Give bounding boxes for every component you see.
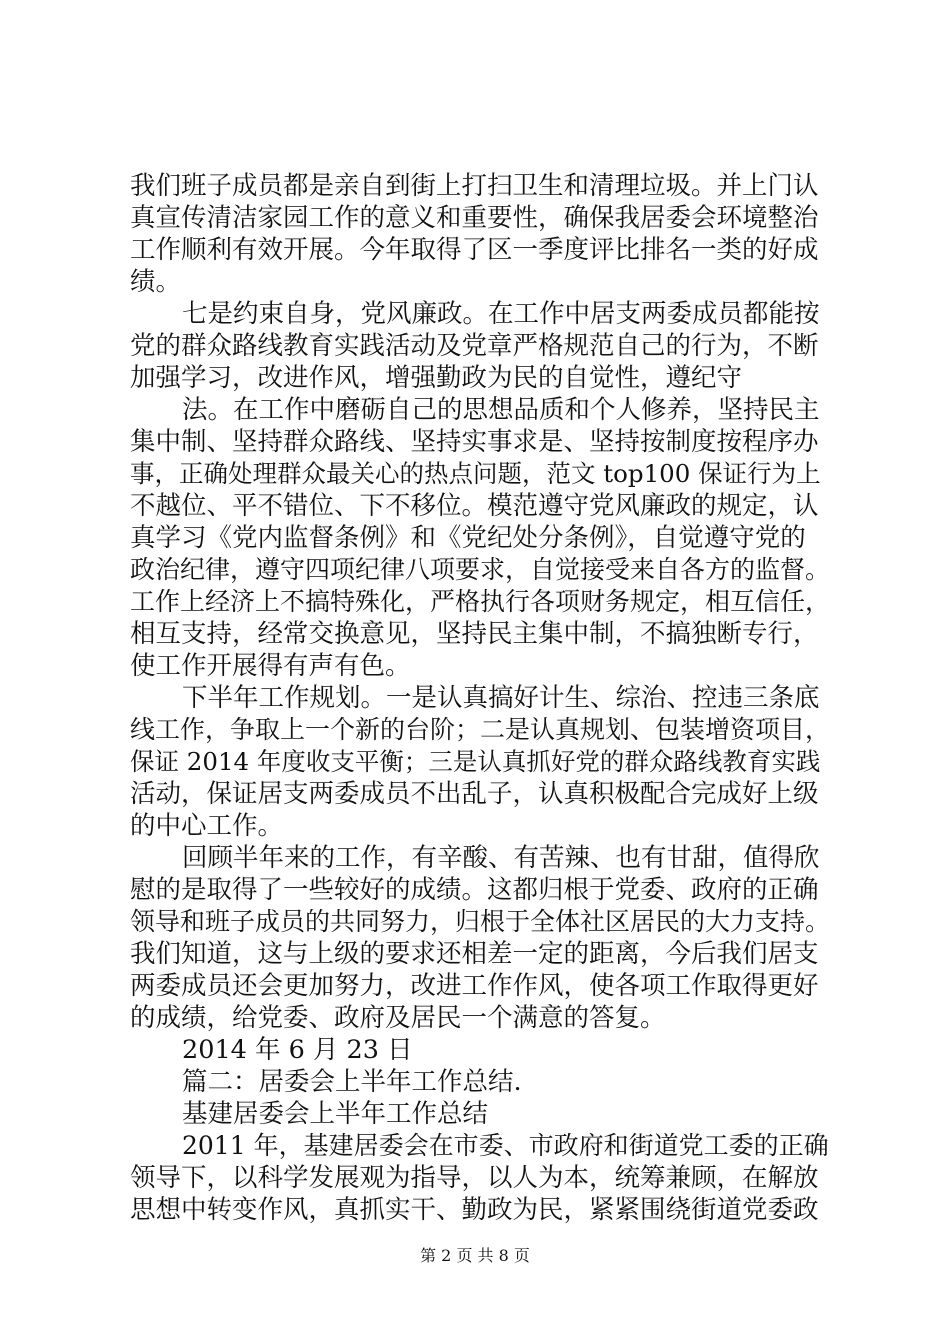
text-line: 2011 年，基建居委会在市委、市政府和街道党工委的正确 — [182, 1131, 829, 1160]
text-line: 事，正确处理群众最关心的热点问题，范文 top100 保证行为上 — [130, 459, 821, 488]
text-line: 领导和班子成员的共同努力，归根于全体社区居民的大力支持。 — [130, 907, 831, 936]
text-line: 相互支持，经常交换意见，坚持民主集中制，不搞独断专行， — [130, 619, 819, 649]
text-line: 七是约束自身，党风廉政。在工作中居支两委成员都能按 — [182, 299, 820, 329]
text-line: 基建居委会上半年工作总结 — [182, 1099, 489, 1129]
text-line: 我们班子成员都是亲自到街上打扫卫生和清理垃圾。并上门认 — [130, 171, 819, 201]
text-line: 篇二：居委会上半年工作总结. — [182, 1067, 522, 1097]
text-line: 下半年工作规划。一是认真搞好计生、综治、控违三条底 — [182, 683, 820, 713]
text-line: 工作上经济上不搞特殊化，严格执行各项财务规定，相互信任， — [130, 587, 831, 616]
text-line: 真宣传清洁家园工作的意义和重要性，确保我居委会环境整治 — [130, 203, 819, 233]
text-line: 线工作，争取上一个新的台阶；二是认真规划、包装增资项目， — [130, 715, 831, 744]
text-line: 真学习《党内监督条例》和《党纪处分条例》，自觉遵守党的 — [130, 523, 806, 553]
text-line: 我们知道，这与上级的要求还相差一定的距离，今后我们居支 — [130, 939, 819, 969]
text-line: 政治纪律，遵守四项纪律八项要求，自觉接受来自各方的监督。 — [130, 555, 831, 584]
text-line: 慰的是取得了一些较好的成绩。这都归根于党委、政府的正确 — [130, 875, 819, 905]
text-line: 加强学习，改进作风，增强勤政为民的自觉性，遵纪守 — [130, 363, 743, 393]
text-line: 2014 年 6 月 23 日 — [182, 1035, 413, 1065]
text-line: 法。在工作中磨砺自己的思想品质和个人修养，坚持民主 — [182, 395, 820, 425]
text-line: 集中制、坚持群众路线、坚持实事求是、坚持按制度按程序办 — [130, 427, 819, 457]
text-line: 使工作开展得有声有色。 — [130, 651, 411, 681]
text-line: 领导下，以科学发展观为指导，以人为本，统筹兼顾，在解放 — [130, 1163, 819, 1193]
text-line: 思想中转变作风，真抓实干、勤政为民，紧紧围绕街道党委政 — [130, 1195, 819, 1225]
text-line: 不越位、平不错位、下不移位。模范遵守党风廉政的规定，认 — [130, 491, 819, 521]
text-line: 绩。 — [130, 267, 182, 297]
text-line: 的成绩，给党委、政府及居民一个满意的答复。 — [130, 1003, 666, 1033]
text-line: 活动，保证居支两委成员不出乱子，认真积极配合完成好上级 — [130, 779, 819, 809]
text-line: 的中心工作。 — [130, 811, 284, 841]
text-line: 保证 2014 年度收支平衡；三是认真抓好党的群众路线教育实践 — [130, 747, 821, 776]
text-line: 工作顺利有效开展。今年取得了区一季度评比排名一类的好成 — [130, 235, 819, 265]
document-body — [130, 170, 830, 1226]
text-line: 党的群众路线教育实践活动及党章严格规范自己的行为，不断 — [130, 331, 819, 361]
text-line: 回顾半年来的工作，有辛酸、有苦辣、也有甘甜，值得欣 — [182, 843, 820, 873]
text-line: 两委成员还会更加努力，改进工作作风，使各项工作取得更好 — [130, 971, 819, 1001]
page-footer: 第 2 页 共 8 页 — [420, 1246, 530, 1265]
